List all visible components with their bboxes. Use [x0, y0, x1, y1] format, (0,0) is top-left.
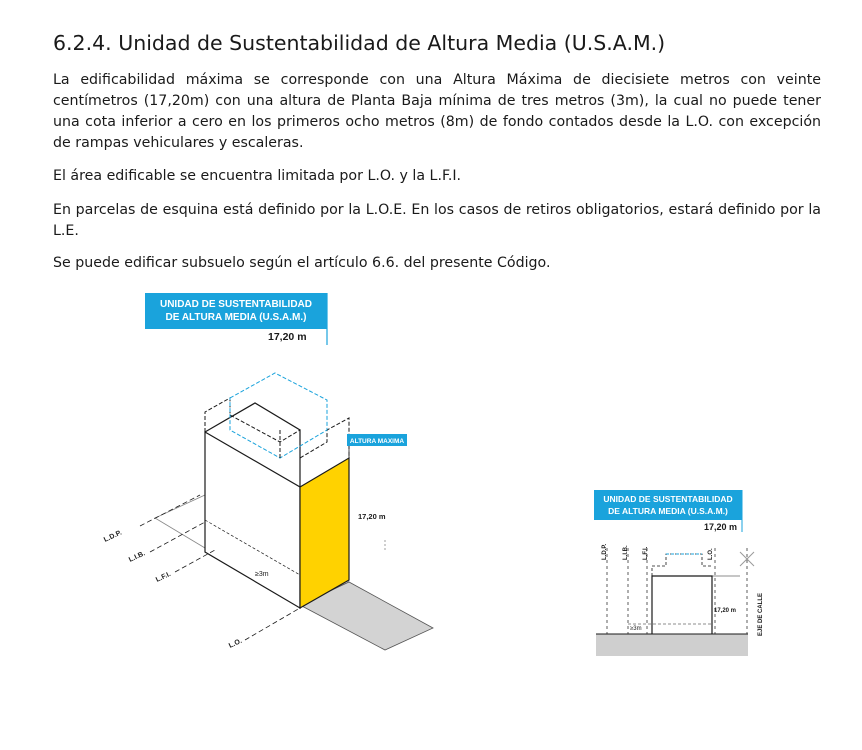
section-badge-line-2: DE ALTURA MEDIA (U.S.A.M.) — [608, 506, 728, 516]
section-diagram — [592, 488, 767, 663]
tag-altura-maxima: ALTURA MAXIMA — [349, 438, 405, 445]
line-label-lib: L.I.B. — [127, 550, 147, 564]
paragraph-max-height: La edificabilidad máxima se corresponde con una Altura Máxima de diecisiete metros con veinte centímetros (17,20m) con una altura de Planta Baja mínima de tres metros (3m), la cual no puede tener una cota inferior a cero en los primeros ocho metros (8m) de fondo contados desde la L.O. con excepción de rampas vehiculares y escaleras. — [53, 72, 821, 151]
section-upper-dashed — [652, 554, 712, 576]
line-label-lo: L.O. — [227, 637, 244, 650]
section-dim-height: 17,20 m — [714, 608, 737, 614]
section-heading: 6.2.4. Unidad de Sustentabilidad de Altura Media (U.S.A.M.) — [53, 31, 666, 55]
section-ground — [596, 634, 748, 656]
section-label-lo: L.O. — [708, 548, 714, 560]
paragraph-buildable-area: El área edificable se encuentra limitada por L.O. y la L.F.I. — [53, 168, 462, 184]
section-label-ldp: L.D.P. — [602, 543, 608, 560]
badge-height-label: 17,20 m — [268, 331, 307, 343]
section-label-lib: L.I.B. — [623, 545, 629, 560]
section-dim-ground: ≥3m — [630, 626, 642, 632]
dim-height-label: 17,20 m — [358, 512, 386, 521]
dim-ground-label: ≥3m — [255, 571, 269, 578]
line-label-lfi: L.F.I. — [154, 570, 172, 584]
section-height-label: 17,20 m — [704, 522, 738, 532]
line-label-ldp: L.D.P. — [102, 529, 124, 544]
section-building — [652, 576, 712, 634]
section-badge-line-1: UNIDAD DE SUSTENTABILIDAD — [603, 494, 733, 504]
paragraph-corner-lots: En parcelas de esquina está definido por la L.O.E. En los casos de retiros obligatorios, estará definido por la L.E. — [53, 202, 821, 239]
isometric-diagram — [95, 290, 515, 670]
section-label-lfi: L.F.I. — [643, 546, 649, 560]
upper-volume-dashed-blue — [230, 373, 327, 458]
badge-line-1: UNIDAD DE SUSTENTABILIDAD — [159, 299, 313, 310]
building-left-face — [205, 432, 300, 608]
paragraph-basement: Se puede edificar subsuelo según el artículo 6.6. del presente Código. — [53, 255, 551, 271]
badge-line-2: DE ALTURA MEDIA (U.S.A.M.) — [165, 312, 307, 323]
section-axis-label: EJE DE CALLE — [758, 592, 764, 636]
